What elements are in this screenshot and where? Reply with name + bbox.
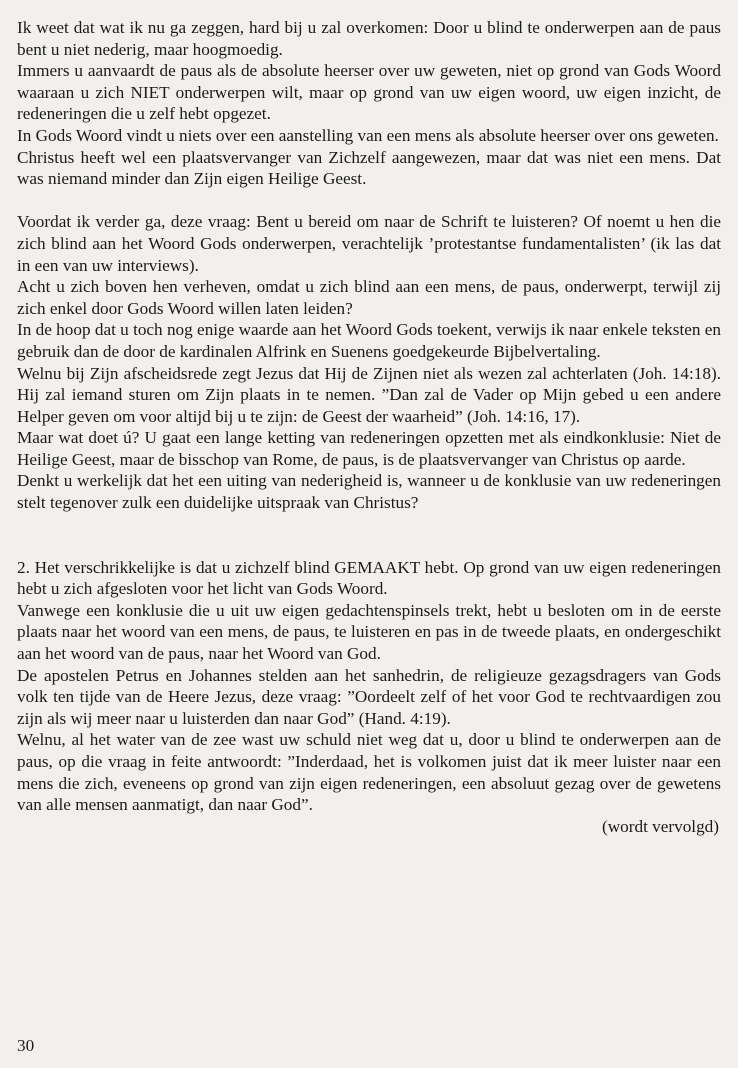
paragraph: Christus heeft wel een plaatsvervanger van Zichzelf aangewezen, maar dat was niet een mens. Dat was niemand minder dan Zijn eigen Heilige Geest. xyxy=(17,147,721,189)
page-number: 30 xyxy=(17,1036,35,1055)
paragraph: Welnu, al het water van de zee wast uw schuld niet weg dat u, door u blind te onderwerpen aan de paus, op die vraag in feite antwoordt: ”Inderdaad, het is volkomen juist dat ik meer luister naar een mens die zich, eveneens op grond van zijn eigen redeneringen, een absoluut gezag over de gewetens van alle mensen aanmatigt, dan naar God”. xyxy=(17,730,721,815)
text-section-3 xyxy=(17,557,721,816)
paragraph: In de hoop dat u toch nog enige waarde aan het Woord Gods toekent, verwijs ik naar enkele teksten en gebruik dan de door de kardinalen Alfrink en Suenens goedgekeurde Bijbelvertaling. xyxy=(17,320,721,361)
paragraph: Denkt u werkelijk dat het een uiting van nederigheid is, wanneer u de konklusie van uw redeneringen stelt tegenover zulk een duidelijke uitspraak van Christus? xyxy=(17,471,721,513)
text-section-1 xyxy=(17,17,721,190)
continued-note: (wordt vervolgd) xyxy=(602,816,719,836)
paragraph: Immers u aanvaardt de paus als de absolute heerser over uw geweten, niet op grond van Gods Woord waaraan u zich NIET onderwerpen wilt, maar op grond van uw eigen woord, uw eigen inzicht, de redeneringen die u zelf hebt opgezet. xyxy=(17,61,721,124)
document-page xyxy=(17,17,721,1057)
section-spacer xyxy=(17,514,721,557)
paragraph-spacer xyxy=(17,190,721,212)
paragraph: Voordat ik verder ga, deze vraag: Bent u bereid om naar de Schrift te luisteren? Of noemt u hen die zich blind aan het Woord Gods onderwerpen, verachtelijk ’protestantse fundamentalisten’ (ik las dat in een van uw interviews). xyxy=(17,212,721,275)
text-section-2 xyxy=(17,211,721,513)
paragraph: 2. Het verschrikkelijke is dat u zichzelf blind GEMAAKT hebt. Op grond van uw eigen redeneringen hebt u zich afgesloten voor het licht van Gods Woord. xyxy=(17,557,721,599)
paragraph: In Gods Woord vindt u niets over een aanstelling van een mens als absolute heerser over ons geweten. xyxy=(17,125,719,145)
paragraph: Ik weet dat wat ik nu ga zeggen, hard bij u zal overkomen: Door u blind te onderwerpen aan de paus bent u niet nederig, maar hoogmoedig. xyxy=(17,18,721,59)
paragraph: Acht u zich boven hen verheven, omdat u zich blind aan een mens, de paus, onderwerpt, terwijl zij zich enkel door Gods Woord willen laten leiden? xyxy=(17,277,721,318)
paragraph: Vanwege een konklusie die u uit uw eigen gedachtenspinsels trekt, hebt u besloten om in de eerste plaats naar het woord van een mens, de paus, te luisteren en pas in de tweede plaats, en ondergeschikt aan het woord van de paus, naar het Woord van God. xyxy=(17,600,721,664)
paragraph: Welnu bij Zijn afscheidsrede zegt Jezus dat Hij de Zijnen niet als wezen zal achterlaten (Joh. 14:18). Hij zal iemand sturen om Zijn plaats in te nemen. ”Dan zal de Vader op Mijn gebed u een andere Helper geven om voor altijd bij u te zijn: de Geest der waarheid” (Joh. 14:16, 17). xyxy=(17,363,721,426)
paragraph: Maar wat doet ú? U gaat een lange ketting van redeneringen opzetten met als eindkonklusie: Niet de Heilige Geest, maar de bisschop van Rome, de paus, is de plaatsvervanger van Christus op aarde. xyxy=(17,428,721,469)
paragraph: De apostelen Petrus en Johannes stelden aan het sanhedrin, de religieuze gezagsdragers van Gods volk ten tijde van de Heere Jezus, deze vraag: ”Oordeelt zelf of het voor God te rechtvaardigen zou zijn als wij meer naar u luisterden dan naar God” (Hand. 4:19). xyxy=(17,665,721,728)
